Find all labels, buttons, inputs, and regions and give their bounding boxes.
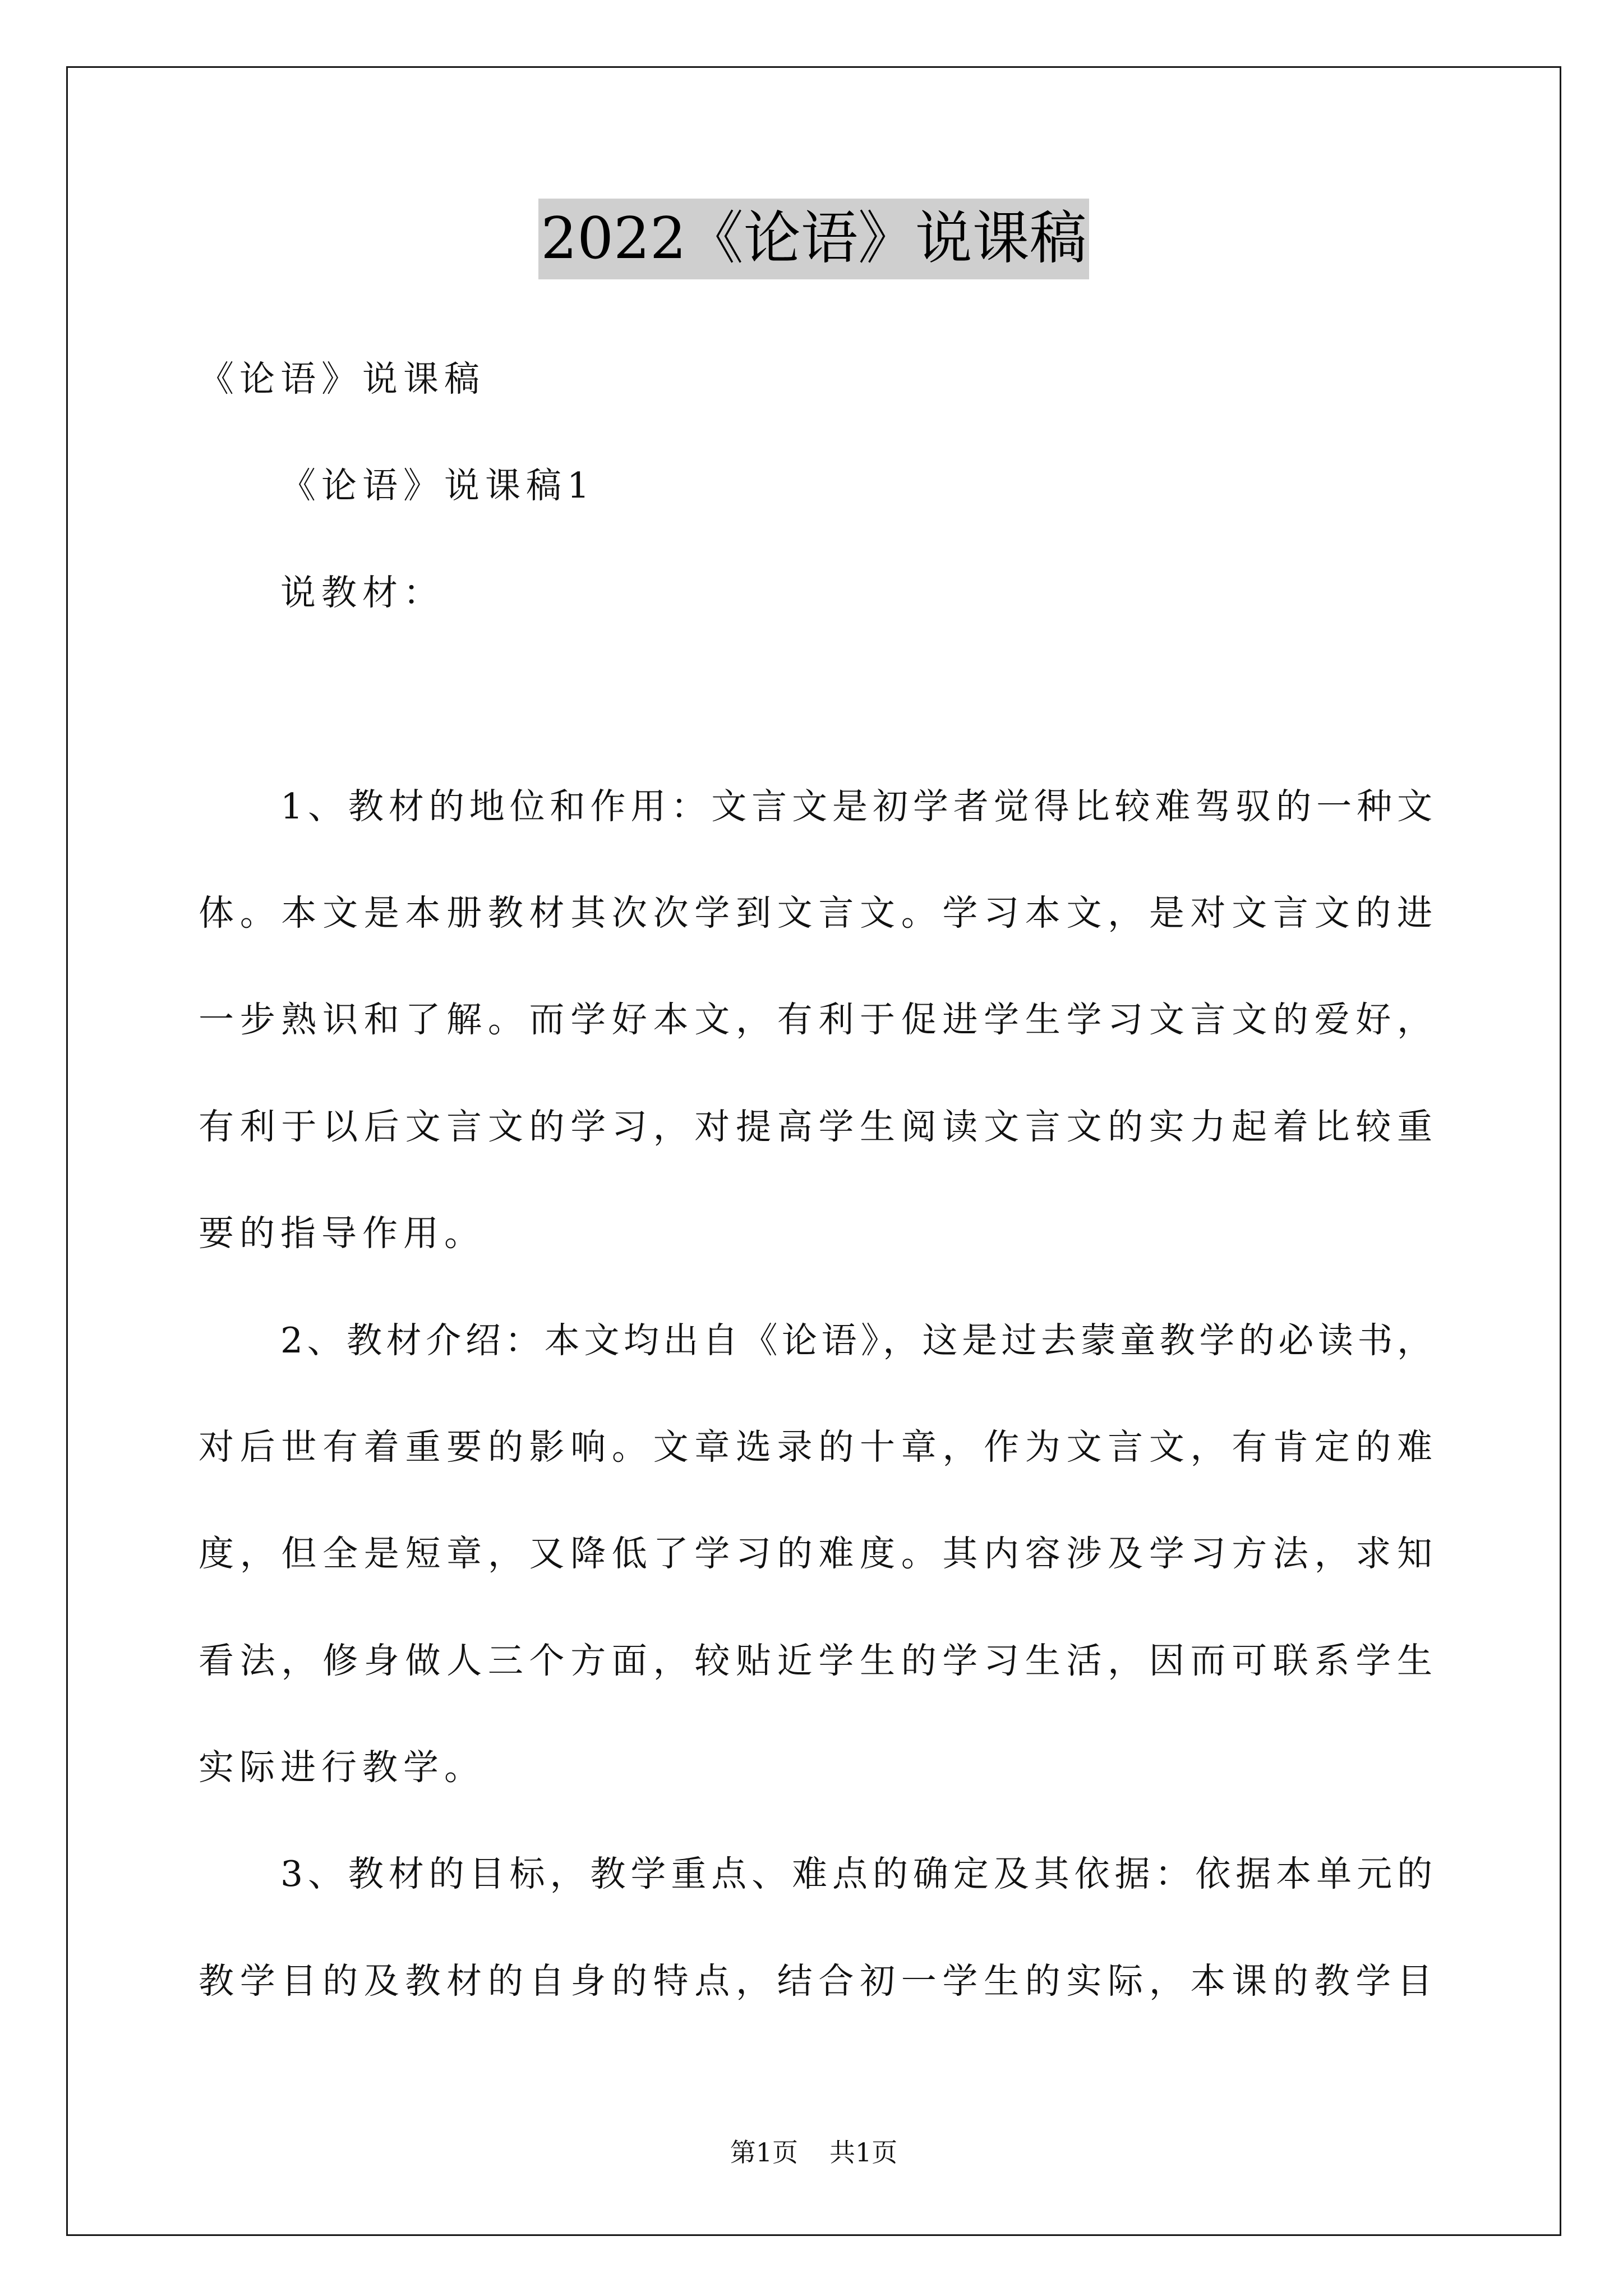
text-line: 3、教材的目标，教学重点、难点的确定及其依据：依据本单元的 <box>280 1853 1437 1895</box>
subheading: 《论语》说课稿1 <box>280 465 596 507</box>
text-line: 对后世有着重要的影响。文章选录的十章，作为文言文，有肯定的难 <box>199 1426 1438 1467</box>
paragraph-2 <box>199 1287 1438 1821</box>
paragraph-3 <box>199 1821 1438 2035</box>
title-block <box>66 199 1561 279</box>
page-total: 共1页 <box>829 2137 898 2168</box>
text-line: 度，但全是短章，又降低了学习的难度。其内容涉及学习方法，求知 <box>199 1533 1438 1575</box>
text-line: 有利于以后文言文的学习，对提高学生阅读文言文的实力起着比较重 <box>199 1106 1438 1147</box>
text-line: 一步熟识和了解。而学好本文，有利于促进学生学习文言文的爱好， <box>199 999 1438 1041</box>
text-line: 实际进行教学。 <box>199 1747 485 1788</box>
text-line: 体。本文是本册教材其次次学到文言文。学习本文，是对文言文的进 <box>199 892 1438 933</box>
document-title: 2022《论语》说课稿 <box>538 199 1089 279</box>
text-line: 教学目的及教材的自身的特点，结合初一学生的实际，本课的教学目 <box>199 1960 1438 2001</box>
text-line: 要的指导作用。 <box>199 1213 485 1254</box>
paragraph-1 <box>199 753 1438 1287</box>
document-body <box>199 326 1438 2035</box>
page-number: 第1页 <box>730 2137 798 2168</box>
section-label: 说教材： <box>280 572 444 613</box>
text-line: 1、教材的地位和作用：文言文是初学者觉得比较难驾驭的一种文 <box>280 785 1437 827</box>
text-line: 2、教材介绍：本文均出自《论语》，这是过去蒙童教学的必读书， <box>280 1319 1437 1361</box>
text-line: 看法，修身做人三个方面，较贴近学生的学习生活，因而可联系学生 <box>199 1640 1438 1681</box>
blank-line <box>199 646 1432 753</box>
page-footer <box>66 2136 1561 2169</box>
heading: 《论语》说课稿 <box>199 358 485 399</box>
